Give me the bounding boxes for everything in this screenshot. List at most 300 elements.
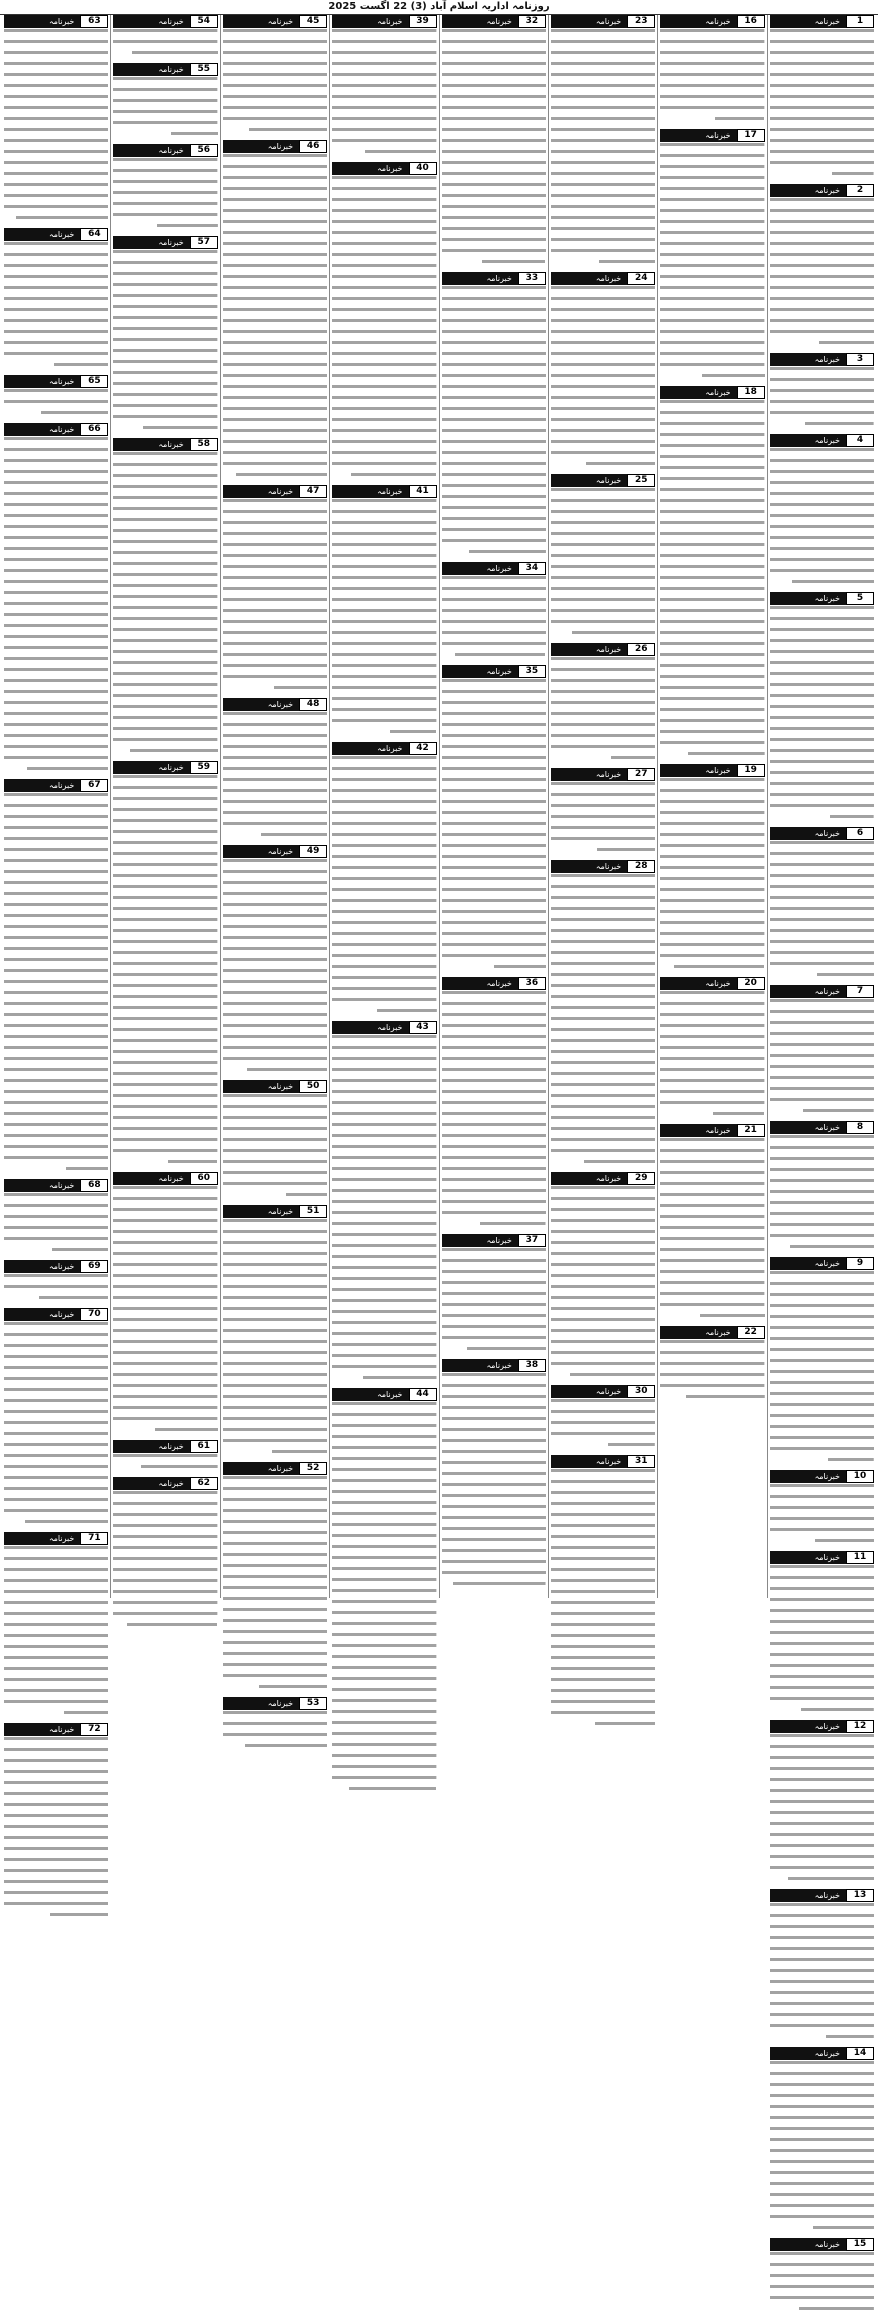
text-line	[223, 858, 327, 869]
news-item-label: خبرنامہ	[223, 485, 299, 498]
text-line	[442, 1570, 546, 1581]
text-line	[4, 1710, 108, 1721]
text-line	[551, 1218, 655, 1229]
text-line	[660, 197, 764, 208]
text-line	[332, 1687, 436, 1698]
text-line	[442, 887, 546, 898]
text-line	[332, 876, 436, 887]
text-line	[660, 509, 764, 520]
text-line	[660, 28, 764, 39]
text-line	[223, 39, 327, 50]
news-item-header	[770, 1551, 874, 1564]
text-line	[4, 1023, 108, 1034]
news-item-header	[4, 1308, 108, 1321]
text-line	[770, 1336, 874, 1347]
text-line	[770, 1865, 874, 1876]
news-item-number: 35	[518, 665, 546, 678]
text-line	[4, 645, 108, 656]
text-line	[113, 1038, 217, 1049]
news-item-label: خبرنامہ	[660, 977, 736, 990]
text-line	[332, 887, 436, 898]
text-line	[770, 1505, 874, 1516]
text-line	[770, 524, 874, 535]
news-item	[223, 1697, 327, 1754]
text-line	[4, 792, 108, 803]
text-line	[551, 656, 655, 667]
news-item-number: 16	[737, 15, 765, 28]
text-line	[770, 2159, 874, 2170]
text-line	[113, 473, 217, 484]
news-item	[770, 2047, 874, 2236]
news-item-header	[770, 1121, 874, 1134]
text-line	[770, 693, 874, 704]
news-item-header	[4, 1179, 108, 1192]
news-item-header	[442, 15, 546, 28]
news-item-label: خبرنامہ	[551, 15, 627, 28]
text-line	[223, 127, 327, 138]
text-line	[4, 1508, 108, 1519]
news-item-number: 40	[409, 162, 437, 175]
news-item	[770, 1121, 874, 1255]
text-line	[770, 1042, 874, 1053]
text-line	[770, 1435, 874, 1446]
text-line	[113, 917, 217, 928]
text-line	[4, 1699, 108, 1710]
text-line	[4, 1688, 108, 1699]
news-item	[332, 162, 436, 483]
news-item-label: خبرنامہ	[770, 1889, 846, 1902]
text-line	[223, 1640, 327, 1651]
news-item	[770, 353, 874, 432]
text-line	[551, 1545, 655, 1556]
text-line	[223, 1427, 327, 1438]
text-line	[442, 417, 546, 428]
text-line	[442, 50, 546, 61]
text-line	[770, 1832, 874, 1843]
text-line	[551, 733, 655, 744]
text-line	[660, 887, 764, 898]
text-line	[770, 1597, 874, 1608]
text-line	[551, 1207, 655, 1218]
news-item-number: 13	[846, 1889, 874, 1902]
news-item-label: خبرنامہ	[4, 779, 80, 792]
text-line	[332, 83, 436, 94]
text-line	[442, 1427, 546, 1438]
news-item-body	[113, 774, 217, 1170]
news-item-number: 30	[627, 1385, 655, 1398]
news-item-label: خبرنامہ	[551, 1172, 627, 1185]
text-line	[332, 417, 436, 428]
text-line	[442, 1210, 546, 1221]
text-line	[332, 28, 436, 39]
text-line	[442, 285, 546, 296]
text-line	[332, 575, 436, 586]
text-line	[223, 586, 327, 597]
text-line	[442, 832, 546, 843]
text-line	[4, 193, 108, 204]
text-line	[4, 1519, 108, 1530]
text-line	[770, 50, 874, 61]
text-line	[332, 1412, 436, 1423]
text-line	[660, 83, 764, 94]
text-line	[770, 2284, 874, 2295]
text-line	[442, 307, 546, 318]
text-line	[660, 252, 764, 263]
text-line	[551, 450, 655, 461]
text-line	[551, 1534, 655, 1545]
text-line	[223, 1067, 327, 1078]
text-line	[4, 1100, 108, 1111]
text-line	[113, 1229, 217, 1240]
news-item	[223, 1205, 327, 1460]
text-line	[332, 964, 436, 975]
text-line	[551, 1523, 655, 1534]
text-line	[770, 1145, 874, 1156]
text-line	[4, 656, 108, 667]
text-line	[223, 1350, 327, 1361]
news-item-number: 43	[409, 1021, 437, 1034]
news-item-header	[551, 474, 655, 487]
text-line	[551, 520, 655, 531]
text-line	[332, 1632, 436, 1643]
news-item-header	[442, 1359, 546, 1372]
text-line	[770, 814, 874, 825]
text-line	[551, 1442, 655, 1453]
text-line	[223, 1328, 327, 1339]
text-line	[442, 226, 546, 237]
news-item	[551, 474, 655, 641]
text-line	[770, 972, 874, 983]
text-line	[113, 1251, 217, 1262]
text-line	[660, 296, 764, 307]
news-item-label: خبرنامہ	[770, 1470, 846, 1483]
text-line	[332, 1122, 436, 1133]
text-line	[4, 557, 108, 568]
text-line	[660, 1001, 764, 1012]
text-line	[770, 1494, 874, 1505]
news-item-number: 50	[299, 1080, 327, 1093]
text-line	[223, 373, 327, 384]
text-line	[660, 329, 764, 340]
news-item-number: 8	[846, 1121, 874, 1134]
text-line	[442, 1023, 546, 1034]
text-line	[770, 1270, 874, 1281]
text-line	[113, 1317, 217, 1328]
text-line	[113, 451, 217, 462]
news-item-body	[223, 1710, 327, 1754]
news-item-label: خبرنامہ	[4, 375, 80, 388]
text-line	[442, 744, 546, 755]
text-line	[223, 1034, 327, 1045]
text-line	[660, 619, 764, 630]
text-line	[4, 891, 108, 902]
text-line	[223, 520, 327, 531]
text-line	[551, 1262, 655, 1273]
text-line	[442, 428, 546, 439]
text-line	[551, 836, 655, 847]
news-item	[660, 1326, 764, 1405]
text-line	[332, 219, 436, 230]
text-line	[4, 39, 108, 50]
news-item-number: 70	[80, 1308, 108, 1321]
text-line	[770, 1031, 874, 1042]
text-line	[770, 1380, 874, 1391]
news-item	[4, 1723, 108, 1923]
text-line	[332, 1100, 436, 1111]
text-line	[332, 1342, 436, 1353]
text-line	[551, 39, 655, 50]
news-item-number: 19	[737, 764, 765, 777]
news-item-body	[442, 990, 546, 1232]
news-item-label: خبرنامہ	[770, 985, 846, 998]
news-item-label: خبرنامہ	[551, 272, 627, 285]
news-item-number: 17	[737, 129, 765, 142]
news-item	[442, 977, 546, 1232]
text-line	[223, 1284, 327, 1295]
news-item-number: 41	[409, 485, 437, 498]
text-line	[442, 149, 546, 160]
text-line	[551, 917, 655, 928]
text-line	[551, 428, 655, 439]
text-line	[660, 942, 764, 953]
text-line	[551, 630, 655, 641]
news-item-label: خبرنامہ	[4, 228, 80, 241]
text-line	[442, 384, 546, 395]
text-line	[4, 1901, 108, 1912]
text-line	[4, 935, 108, 946]
news-item-label: خبرنامہ	[770, 184, 846, 197]
text-line	[770, 2104, 874, 2115]
text-line	[442, 1324, 546, 1335]
text-line	[223, 821, 327, 832]
news-item-label: خبرنامہ	[770, 1551, 846, 1564]
text-line	[770, 318, 874, 329]
news-item-body	[770, 2060, 874, 2236]
text-line	[113, 961, 217, 972]
text-line	[113, 1501, 217, 1512]
text-line	[551, 1115, 655, 1126]
text-line	[551, 1501, 655, 1512]
text-line	[113, 1394, 217, 1405]
text-line	[223, 1449, 327, 1460]
text-line	[551, 61, 655, 72]
text-line	[332, 241, 436, 252]
text-line	[770, 1391, 874, 1402]
text-line	[442, 1089, 546, 1100]
news-item	[223, 845, 327, 1078]
text-line	[660, 1100, 764, 1111]
text-line	[332, 608, 436, 619]
news-item-body	[113, 1490, 217, 1633]
text-line	[442, 1100, 546, 1111]
text-line	[551, 1328, 655, 1339]
text-line	[660, 1078, 764, 1089]
text-line	[223, 1056, 327, 1067]
text-line	[4, 1486, 108, 1497]
text-line	[332, 1287, 436, 1298]
news-item-number: 31	[627, 1455, 655, 1468]
text-line	[332, 149, 436, 160]
text-line	[551, 792, 655, 803]
text-line	[442, 138, 546, 149]
text-line	[442, 193, 546, 204]
news-item-body	[551, 1468, 655, 1732]
text-line	[660, 1159, 764, 1170]
text-line	[442, 990, 546, 1001]
text-line	[223, 318, 327, 329]
text-line	[770, 803, 874, 814]
text-line	[551, 406, 655, 417]
text-line	[4, 252, 108, 263]
text-line	[332, 1144, 436, 1155]
text-line	[113, 1534, 217, 1545]
news-item	[113, 1440, 217, 1475]
text-line	[223, 116, 327, 127]
text-line	[770, 568, 874, 579]
news-item-header	[770, 184, 874, 197]
text-line	[332, 799, 436, 810]
news-item-header	[551, 1172, 655, 1185]
text-line	[113, 201, 217, 212]
news-item-label: خبرنامہ	[4, 15, 80, 28]
text-line	[332, 94, 436, 105]
text-line	[442, 1438, 546, 1449]
text-line	[442, 1405, 546, 1416]
text-line	[442, 182, 546, 193]
text-line	[223, 1361, 327, 1372]
text-line	[770, 1075, 874, 1086]
text-line	[113, 649, 217, 660]
text-line	[113, 1589, 217, 1600]
text-line	[4, 924, 108, 935]
text-line	[113, 774, 217, 785]
text-line	[223, 1394, 327, 1405]
text-line	[332, 1467, 436, 1478]
text-line	[223, 1530, 327, 1541]
text-line	[770, 1097, 874, 1108]
news-item	[770, 592, 874, 825]
text-line	[332, 718, 436, 729]
text-line	[551, 994, 655, 1005]
news-item-label: خبرنامہ	[770, 15, 846, 28]
news-item-header	[223, 485, 327, 498]
text-line	[4, 590, 108, 601]
text-line	[113, 1284, 217, 1295]
text-line	[551, 307, 655, 318]
news-item-body	[223, 498, 327, 696]
text-line	[551, 1398, 655, 1409]
text-line	[332, 105, 436, 116]
text-line	[332, 832, 436, 843]
text-line	[551, 1512, 655, 1523]
news-item-header	[4, 1260, 108, 1273]
news-item-body	[4, 792, 108, 1177]
news-item-number: 33	[518, 272, 546, 285]
news-item-label: خبرنامہ	[4, 1723, 80, 1736]
text-line	[223, 531, 327, 542]
text-line	[113, 190, 217, 201]
text-line	[551, 1431, 655, 1442]
news-item-number: 58	[190, 438, 218, 451]
text-line	[4, 1295, 108, 1306]
text-line	[4, 1655, 108, 1666]
text-line	[223, 1093, 327, 1104]
text-line	[223, 542, 327, 553]
text-line	[551, 160, 655, 171]
news-item-number: 7	[846, 985, 874, 998]
text-line	[4, 1556, 108, 1567]
text-line	[332, 821, 436, 832]
text-line	[113, 1185, 217, 1196]
text-line	[660, 1372, 764, 1383]
news-item-label: خبرنامہ	[113, 761, 189, 774]
text-line	[223, 450, 327, 461]
text-line	[770, 105, 874, 116]
text-line	[113, 506, 217, 517]
news-item-number: 21	[737, 1124, 765, 1137]
text-line	[770, 627, 874, 638]
text-line	[551, 928, 655, 939]
text-line	[551, 461, 655, 472]
news-item-label: خبرنامہ	[551, 643, 627, 656]
text-line	[223, 722, 327, 733]
text-line	[113, 98, 217, 109]
text-line	[4, 1879, 108, 1890]
text-line	[332, 1610, 436, 1621]
text-line	[223, 252, 327, 263]
news-item-body	[660, 777, 764, 975]
text-line	[442, 1449, 546, 1460]
text-line	[770, 1413, 874, 1424]
text-line	[551, 1317, 655, 1328]
text-line	[332, 1621, 436, 1632]
news-item	[332, 485, 436, 740]
text-line	[332, 61, 436, 72]
text-line	[551, 395, 655, 406]
news-item-number: 32	[518, 15, 546, 28]
news-item	[4, 228, 108, 373]
text-line	[4, 814, 108, 825]
news-item	[223, 15, 327, 138]
news-item-body	[770, 366, 874, 432]
text-line	[660, 1258, 764, 1269]
text-line	[660, 1383, 764, 1394]
text-line	[660, 909, 764, 920]
text-line	[770, 208, 874, 219]
news-item	[223, 1080, 327, 1203]
news-item	[442, 665, 546, 975]
news-item-body	[4, 28, 108, 226]
news-item-header	[660, 764, 764, 777]
news-item-number: 65	[80, 375, 108, 388]
news-item-number: 49	[299, 845, 327, 858]
text-line	[223, 307, 327, 318]
text-line	[332, 138, 436, 149]
news-item-number: 52	[299, 1462, 327, 1475]
news-item-header	[4, 15, 108, 28]
news-item-number: 36	[518, 977, 546, 990]
news-item-number: 53	[299, 1697, 327, 1710]
text-line	[770, 1527, 874, 1538]
text-line	[551, 259, 655, 270]
text-line	[113, 862, 217, 873]
text-line	[4, 722, 108, 733]
text-line	[223, 1743, 327, 1754]
text-line	[551, 1666, 655, 1677]
text-line	[223, 1574, 327, 1585]
text-line	[770, 1946, 874, 1957]
text-line	[660, 454, 764, 465]
